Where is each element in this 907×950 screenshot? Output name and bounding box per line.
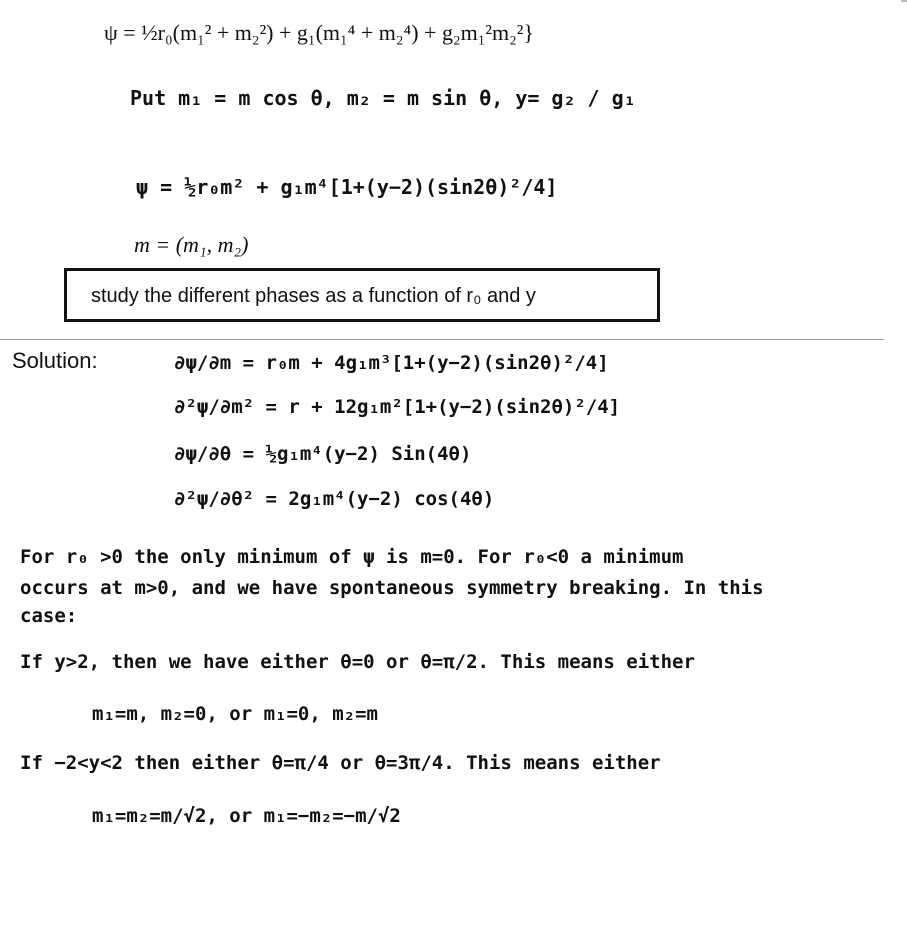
boxed-note-text: study the different phases as a function of r₀ and y [91,285,536,307]
divider [0,339,884,340]
equation-psi-polar: ψ = ½r₀m² + g₁m⁴[1+(y−2)(sin2θ)²/4] [136,175,558,199]
solution-eq-d2psi-dm2: ∂²ψ/∂m² = r + 12g₁m²[1+(y−2)(sin2θ)²/4] [174,396,621,418]
solution-eq-dpsi-dm: ∂ψ/∂m = r₀m + 4g₁m³[1+(y−2)(sin2θ)²/4] [174,352,609,374]
equation-m-definition: m = (m₁, m₂) [134,232,249,257]
paragraph-1-line-3: case: [20,605,78,627]
equation-psi-general: ψ = ½r₀(m₁² + m₂²) + g₁(m₁⁴ + m₂⁴) + g₂m₁²m₂²} [104,20,534,45]
paragraph-2-cases: m₁=m, m₂=0, or m₁=0, m₂=m [92,703,378,725]
solution-eq-dpsi-dtheta: ∂ψ/∂θ = ½g₁m⁴(y−2) Sin(4θ) [174,443,472,465]
solution-label: Solution: [12,348,98,373]
solution-eq-d2psi-dtheta2: ∂²ψ/∂θ² = 2g₁m⁴(y−2) cos(4θ) [174,488,495,510]
corner-mark [901,0,907,2]
equation-substitution: Put m₁ = m cos θ, m₂ = m sin θ, y= g₂ / g₁ [130,86,636,110]
paragraph-1-line-2: occurs at m>0, and we have spontaneous symmetry breaking. In this [20,577,764,599]
paragraph-1-line-1: For r₀ >0 the only minimum of ψ is m=0. For r₀<0 a minimum [20,546,684,568]
paragraph-3-cases: m₁=m₂=m/√2, or m₁=−m₂=−m/√2 [92,805,401,827]
paragraph-3: If −2<y<2 then either θ=π/4 or θ=3π/4. This means either [20,752,661,774]
boxed-note [64,268,660,322]
paragraph-2: If y>2, then we have either θ=0 or θ=π/2. This means either [20,651,695,673]
